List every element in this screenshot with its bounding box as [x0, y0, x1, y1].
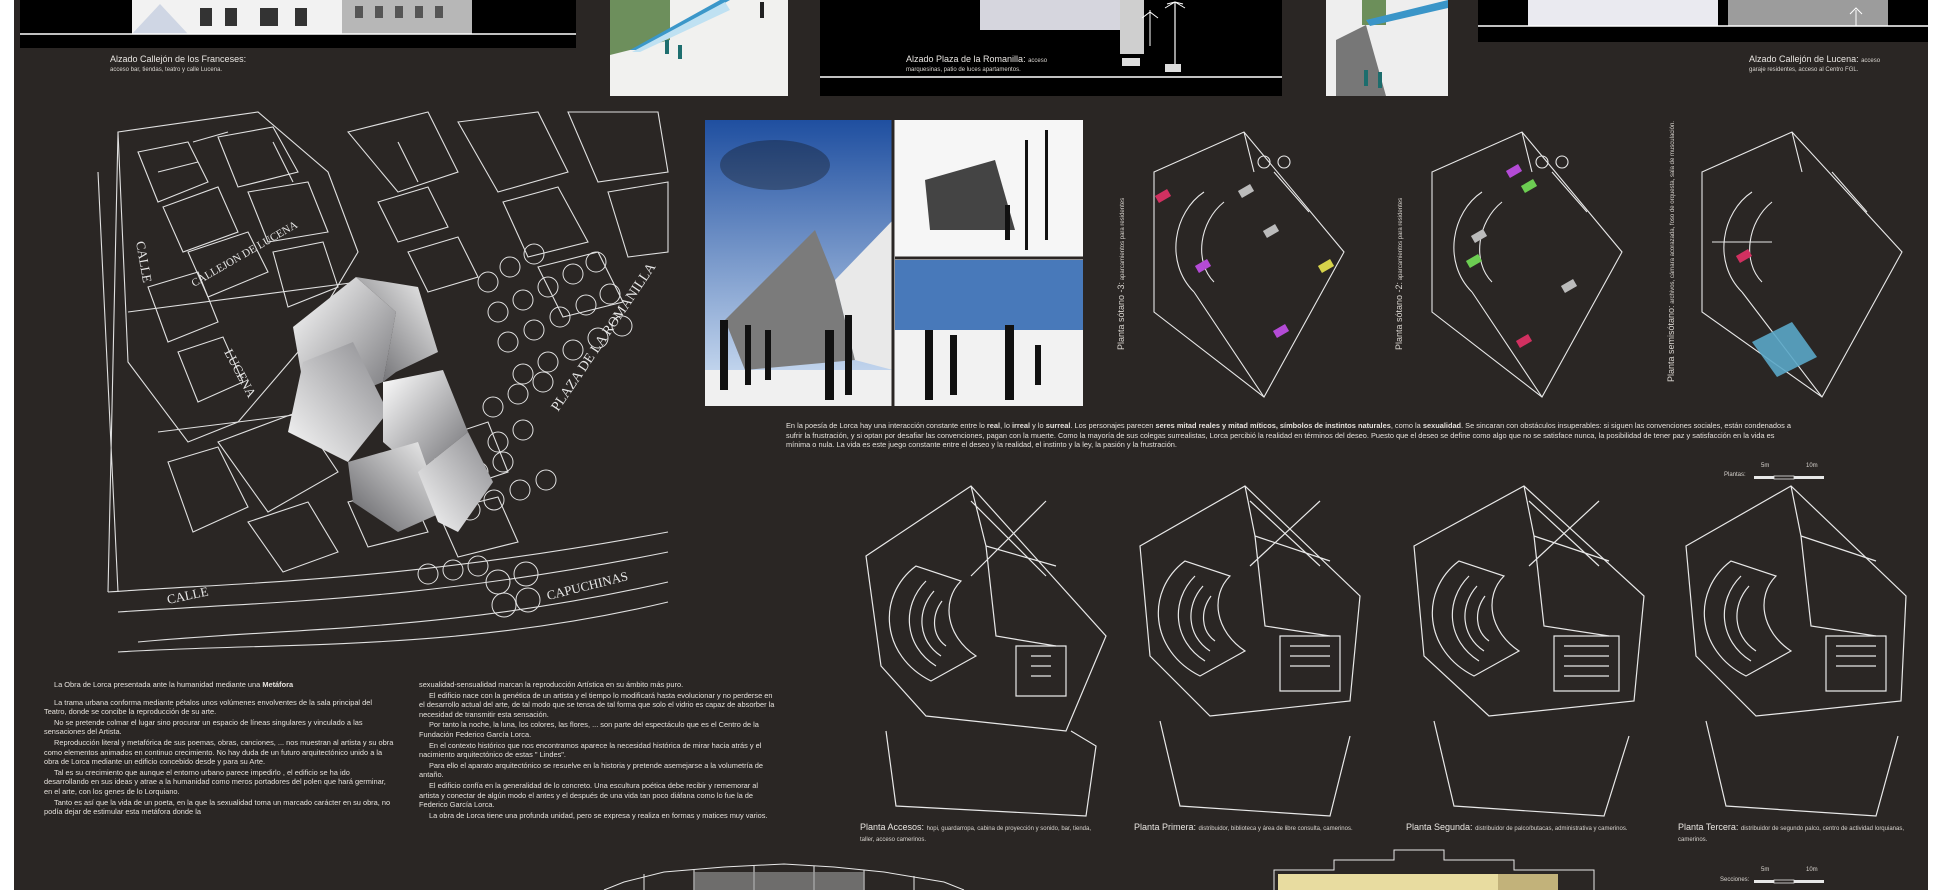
floor-plan-acceso — [856, 486, 1126, 816]
floor-primera-title — [1134, 822, 1374, 833]
street-label-capuchinas: CAPUCHINAS — [545, 568, 630, 603]
elevation-romanilla-desc: marquesinas, patio de luces apartamentos. — [906, 67, 1021, 73]
floor-acceso-desc: hopi, guardarropa, cabina de proyección y sonido, bar, tienda, taller, acceso camerinos. — [860, 826, 1092, 843]
pool-area — [1752, 322, 1817, 377]
text-right-para: El edificio confía en la generalidad de lo concreto. Una escultura poética debe recibir y rememorar al artista y conectar de algún modo el antes y el después de una vida tan poco diáfana como lo fue la de Federico García Lorca. — [419, 780, 759, 810]
basement-s2-label — [1394, 198, 1405, 350]
intro-part-f: . Se sincaran con obstáculos insuperables: si siguen las convenciones sociales, están condenados a sufrir la frustración, y si optan por desafiar las convenciones, pagan con la muerte. Como la mayoría de sus colegas surrealistas, Lorca percibió la realidad en términos del deseo. Puesto que el deseo se define como algo que no se satisface nunca, la posibilidad de tener paz y satisfacción en la vida es mínima o nula. La vida es este juego constante entre el deseo y la realidad, el instinto y la ley, la pasión y la frustración. — [786, 421, 1791, 450]
elevation-francos-drawing — [20, 0, 576, 48]
sections-scale-label: Secciones: — [1720, 877, 1750, 883]
basement-s3-title: Planta sótano -3: — [1116, 281, 1126, 350]
text-column-left — [44, 680, 394, 818]
elevation-lucena-title — [1749, 54, 1880, 65]
text-left-para: No se pretende colmar el lugar sino procurar un espacio de líneas singulares y vinculado a las sensaciones del Artista. — [44, 717, 363, 737]
text-right-para: Por tanto la noche, la luna, los colores, las flores, ... son parte del espectáculo que es el Centro de la Fundación Federico García Lorca. — [419, 720, 759, 739]
floor-segunda-title-text: Planta Segunda: — [1406, 822, 1473, 832]
text-right-para: El edificio nace con la genética de un artista y el tiempo lo modificará hasta evolucionar y no perderse en el desarrollo actual del arte, de tal modo que se tensa de tal forma que solo el vidrio es capaz de absorber la necesidad de transmitir esta sensación. — [419, 690, 775, 719]
basement-s3-label — [1116, 198, 1127, 350]
elevation-lucena-title-text: Alzado Callejón de Lucena: — [1749, 54, 1859, 64]
plans-scale-a: 5m — [1761, 463, 1770, 469]
site-plan — [98, 112, 668, 670]
floor-tercera-title — [1678, 822, 1924, 844]
basement-s1-label — [1666, 121, 1677, 382]
basement-s2-title: Planta sótano -2: — [1394, 281, 1404, 350]
floor-acceso-title — [860, 822, 1100, 844]
text-left-lead: La Obra de Lorca presentada ante la humanidad mediante una — [54, 680, 261, 689]
text-right-para: En el contexto histórico que nos encontramos aparece la necesidad histórica de mirar hacia atrás y el nacimiento arquitectónico de estas " Lindes". — [419, 740, 762, 760]
elevation-romanilla-image — [820, 0, 1282, 96]
floor-segunda-title — [1406, 822, 1656, 833]
text-right-para: La obra de Lorca tiene una profunda unidad, pero se expresa y realiza en formas y matices muy varios. — [429, 810, 768, 820]
basement-plan-s2 — [1412, 132, 1632, 402]
floor-primera-title-text: Planta Primera: — [1134, 822, 1197, 832]
section-drawing-left — [604, 852, 964, 890]
street-label-lucena: LUCENA — [221, 346, 260, 400]
intro-real: real — [986, 421, 1001, 430]
floor-plan-tercera — [1676, 486, 1926, 816]
floor-plan-segunda — [1404, 486, 1674, 816]
intro-surreal: surreal — [1045, 421, 1071, 430]
intro-irreal: irreal — [1012, 421, 1031, 430]
elevation-lucena-desc-a: acceso — [1861, 58, 1881, 64]
floor-acceso-title-text: Planta Accesos: — [860, 822, 925, 832]
section-drawing-right — [1274, 848, 1594, 890]
parking-cars-s2 — [1466, 164, 1577, 348]
floor-plan-primera — [1130, 486, 1400, 816]
basement-s3-desc: aparcamientos para residentes — [1120, 197, 1126, 281]
intro-part-b: , lo — [1000, 421, 1010, 430]
intro-part-a: En la poesía de Lorca hay una interacción constante entre lo — [786, 421, 985, 430]
basement-plan-s3 — [1134, 132, 1354, 402]
building-volumes — [288, 277, 493, 532]
elevation-francos-image — [20, 0, 576, 48]
sections-scale-a: 5m — [1761, 867, 1770, 873]
plans-scale-bar — [1754, 470, 1834, 482]
street-label-callejon-lucena: CALLEJON DE LUCENA — [189, 219, 300, 290]
renders-collage — [705, 120, 1083, 406]
elevation-francos-title: Alzado Callejón de los Franceses: — [110, 54, 247, 64]
elevation-romanilla-desc-a: acceso — [1028, 58, 1048, 64]
intro-paragraph — [786, 421, 1796, 450]
render-stairs-1 — [610, 0, 788, 96]
text-left-para: La trama urbana conforma mediante pétalos unos volúmenes envolventes de la sala principal del Teatro, donde se concibe la reproducción de su arte. — [44, 697, 372, 717]
elevation-francos-desc: acceso bar, tiendas, teatro y calle Lucena. — [110, 67, 223, 73]
basement-s2-desc: aparcamientos para residentes — [1398, 197, 1404, 281]
intro-part-d: . Los personajes parecen — [1070, 421, 1154, 430]
plans-scale-label: Plantas: — [1724, 472, 1746, 478]
elevation-romanilla-title-text: Alzado Plaza de la Romanilla: — [906, 54, 1026, 64]
street-label-calle-2: CALLE — [165, 583, 210, 607]
elevation-lucena-desc: garaje residentes, acceso al Centro FGL. — [1749, 67, 1859, 73]
text-left-para: Tanto es así que la vida de un poeta, en la que la sexualidad toma un marcado carácter en su obra, no podía dejar de estimular esta metáfora donde la — [44, 797, 391, 817]
sections-scale-b: 10m — [1806, 867, 1818, 873]
intro-sex: sexualidad — [1422, 421, 1462, 430]
street-label-calle-1: CALLE — [133, 239, 156, 284]
floor-primera-desc: distribuidor, biblioteca y área de libre consulta, camerinos. — [1198, 826, 1353, 832]
street-label-plaza-romanilla: PLAZA DE LA ROMANILLA — [548, 260, 660, 415]
basement-s1-title: Planta semisótano: — [1666, 305, 1676, 382]
basement-s1-desc: archivos, cámara acorazada, foso de orquesta, sala de musculación. — [1670, 121, 1676, 304]
text-left-para: Tal es su crecimiento que aunque el entorno urbano parece impedirlo , el edificio se ha ido desarrollando en sus ideas y atrae a la humanidad como meros portadores del polen que hará germinar, en el arte, con los genes de lo Lorquiano. — [44, 767, 386, 796]
elevation-lucena-image — [1478, 0, 1928, 42]
presentation-board — [14, 0, 1928, 890]
basement-plan-s1 — [1682, 132, 1912, 402]
elevation-romanilla-title — [906, 54, 1047, 65]
render-stairs-2 — [1326, 0, 1448, 96]
floor-segunda-desc: distribuidor de palco/butacas, administrativa y camerinos. — [1475, 826, 1628, 832]
text-left-lead-bold: Metáfora — [262, 680, 294, 689]
intro-seres: seres mitad reales y mitad míticos, símbolos de instintos naturales — [1155, 421, 1391, 430]
text-right-para: sexualidad-sensualidad marcan la reproducción Artística en su ámbito más puro. — [419, 680, 684, 689]
sections-scale-bar — [1754, 874, 1834, 886]
intro-part-c: y lo — [1032, 421, 1044, 430]
plans-scale-b: 10m — [1806, 463, 1818, 469]
floor-tercera-title-text: Planta Tercera: — [1678, 822, 1739, 832]
text-column-right — [419, 680, 779, 821]
renders-collage-drawing — [705, 120, 1083, 406]
intro-part-e: , como la — [1390, 421, 1421, 430]
text-right-para: Para ello el aparato arquitectónico se resuelve en la historia y pretende asemejarse a la volumetría de antaño. — [419, 760, 764, 780]
floor-tercera-desc: distribuidor de segundo palco, centro de actividad lorquianas, camerinos. — [1678, 826, 1904, 843]
text-left-para: Reproducción literal y metafórica de sus poemas, obras, canciones, ... nos muestran al artista y su obra como elementos animados en continuo crecimiento. No hay duda de un futuro arquitectónico unido a la obra de Lorca mediante un edificio concebido desde y para su Arte. — [44, 737, 394, 767]
